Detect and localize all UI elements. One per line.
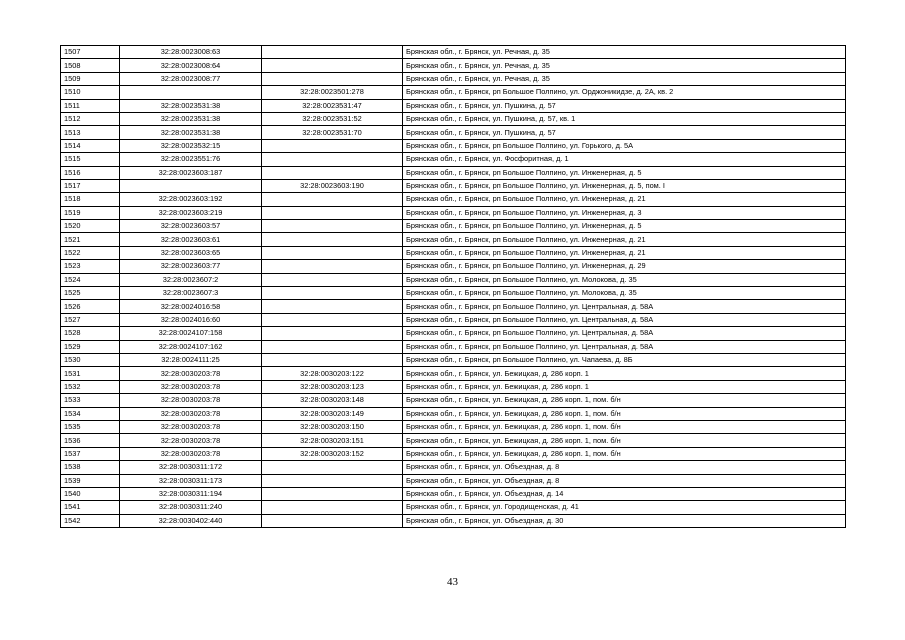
row-number-cell: 1509 bbox=[61, 72, 120, 85]
address-cell: Брянская обл., г. Брянск, ул. Бежицкая, д. 286 корп. 1, пом. б/н bbox=[403, 420, 846, 433]
room-cadastral-number-cell bbox=[262, 72, 403, 85]
table-row bbox=[61, 380, 846, 393]
cadastral-number-cell: 32:28:0023603:192 bbox=[120, 193, 262, 206]
cadastral-number-cell: 32:28:0030203:78 bbox=[120, 407, 262, 420]
cadastral-number-cell: 32:28:0030203:78 bbox=[120, 367, 262, 380]
row-number-cell: 1518 bbox=[61, 193, 120, 206]
row-number-cell: 1522 bbox=[61, 246, 120, 259]
cadastral-number-cell: 32:28:0030203:78 bbox=[120, 447, 262, 460]
row-number-cell: 1523 bbox=[61, 260, 120, 273]
room-cadastral-number-cell bbox=[262, 327, 403, 340]
address-cell: Брянская обл., г. Брянск, рп Большое Полпино, ул. Молокова, д. 35 bbox=[403, 273, 846, 286]
row-number-cell: 1541 bbox=[61, 501, 120, 514]
address-cell: Брянская обл., г. Брянск, рп Большое Полпино, ул. Центральная, д. 58А bbox=[403, 340, 846, 353]
cadastral-number-cell: 32:28:0023603:187 bbox=[120, 166, 262, 179]
table-row bbox=[61, 206, 846, 219]
cadastral-number-cell: 32:28:0030311:194 bbox=[120, 487, 262, 500]
cadastral-number-cell: 32:28:0030203:78 bbox=[120, 420, 262, 433]
table-row bbox=[61, 246, 846, 259]
address-cell: Брянская обл., г. Брянск, ул. Пушкина, д. 57 bbox=[403, 126, 846, 139]
row-number-cell: 1519 bbox=[61, 206, 120, 219]
cadastral-number-cell: 32:28:0023008:77 bbox=[120, 72, 262, 85]
address-cell: Брянская обл., г. Брянск, ул. Объездная, д. 8 bbox=[403, 461, 846, 474]
row-number-cell: 1530 bbox=[61, 353, 120, 366]
cadastral-number-cell: 32:28:0030203:78 bbox=[120, 394, 262, 407]
cadastral-number-cell: 32:28:0023603:219 bbox=[120, 206, 262, 219]
room-cadastral-number-cell: 32:28:0030203:151 bbox=[262, 434, 403, 447]
address-cell: Брянская обл., г. Брянск, рп Большое Полпино, ул. Инженерная, д. 3 bbox=[403, 206, 846, 219]
cadastral-number-cell: 32:28:0024107:158 bbox=[120, 327, 262, 340]
row-number-cell: 1542 bbox=[61, 514, 120, 527]
table-row bbox=[61, 126, 846, 139]
address-cell: Брянская обл., г. Брянск, ул. Объездная, д. 8 bbox=[403, 474, 846, 487]
room-cadastral-number-cell bbox=[262, 287, 403, 300]
address-cell: Брянская обл., г. Брянск, рп Большое Полпино, ул. Инженерная, д. 5, пом. I bbox=[403, 179, 846, 192]
address-cell: Брянская обл., г. Брянск, ул. Бежицкая, д. 286 корп. 1, пом. б/н bbox=[403, 447, 846, 460]
cadastral-number-cell: 32:28:0030203:78 bbox=[120, 434, 262, 447]
room-cadastral-number-cell bbox=[262, 59, 403, 72]
address-cell: Брянская обл., г. Брянск, рп Большое Полпино, ул. Инженерная, д. 5 bbox=[403, 220, 846, 233]
row-number-cell: 1515 bbox=[61, 153, 120, 166]
table-row bbox=[61, 179, 846, 192]
table-row bbox=[61, 86, 846, 99]
room-cadastral-number-cell bbox=[262, 139, 403, 152]
row-number-cell: 1510 bbox=[61, 86, 120, 99]
room-cadastral-number-cell bbox=[262, 461, 403, 474]
table-row bbox=[61, 287, 846, 300]
cadastral-number-cell: 32:28:0023607:3 bbox=[120, 287, 262, 300]
cadastral-number-cell bbox=[120, 179, 262, 192]
room-cadastral-number-cell bbox=[262, 353, 403, 366]
row-number-cell: 1535 bbox=[61, 420, 120, 433]
room-cadastral-number-cell bbox=[262, 514, 403, 527]
room-cadastral-number-cell: 32:28:0023603:190 bbox=[262, 179, 403, 192]
table-row bbox=[61, 273, 846, 286]
cadastral-number-cell: 32:28:0023531:38 bbox=[120, 112, 262, 125]
address-cell: Брянская обл., г. Брянск, рп Большое Полпино, ул. Инженерная, д. 21 bbox=[403, 193, 846, 206]
table-row bbox=[61, 59, 846, 72]
cadastral-number-cell: 32:28:0023008:64 bbox=[120, 59, 262, 72]
table-row bbox=[61, 327, 846, 340]
address-cell: Брянская обл., г. Брянск, рп Большое Полпино, ул. Чапаева, д. 8Б bbox=[403, 353, 846, 366]
cadastral-number-cell: 32:28:0024107:162 bbox=[120, 340, 262, 353]
address-cell: Брянская обл., г. Брянск, ул. Бежицкая, д. 286 корп. 1 bbox=[403, 380, 846, 393]
cadastral-number-cell: 32:28:0023532:15 bbox=[120, 139, 262, 152]
row-number-cell: 1512 bbox=[61, 112, 120, 125]
cadastral-number-cell: 32:28:0023607:2 bbox=[120, 273, 262, 286]
address-cell: Брянская обл., г. Брянск, рп Большое Полпино, ул. Инженерная, д. 21 bbox=[403, 246, 846, 259]
cadastral-number-cell: 32:28:0023531:38 bbox=[120, 126, 262, 139]
room-cadastral-number-cell bbox=[262, 260, 403, 273]
room-cadastral-number-cell bbox=[262, 220, 403, 233]
row-number-cell: 1536 bbox=[61, 434, 120, 447]
table-row bbox=[61, 367, 846, 380]
room-cadastral-number-cell bbox=[262, 206, 403, 219]
address-cell: Брянская обл., г. Брянск, рп Большое Полпино, ул. Горького, д. 5А bbox=[403, 139, 846, 152]
room-cadastral-number-cell bbox=[262, 166, 403, 179]
address-cell: Брянская обл., г. Брянск, рп Большое Полпино, ул. Инженерная, д. 21 bbox=[403, 233, 846, 246]
table-row bbox=[61, 193, 846, 206]
cadastral-number-cell: 32:28:0030311:172 bbox=[120, 461, 262, 474]
property-table bbox=[60, 45, 846, 528]
page-number: 43 bbox=[447, 576, 458, 588]
room-cadastral-number-cell bbox=[262, 273, 403, 286]
room-cadastral-number-cell: 32:28:0030203:149 bbox=[262, 407, 403, 420]
cadastral-number-cell: 32:28:0023008:63 bbox=[120, 46, 262, 59]
cadastral-number-cell: 32:28:0024111:25 bbox=[120, 353, 262, 366]
address-cell: Брянская обл., г. Брянск, ул. Речная, д. 35 bbox=[403, 59, 846, 72]
room-cadastral-number-cell bbox=[262, 474, 403, 487]
row-number-cell: 1517 bbox=[61, 179, 120, 192]
table-row bbox=[61, 447, 846, 460]
address-cell: Брянская обл., г. Брянск, ул. Фосфоритная, д. 1 bbox=[403, 153, 846, 166]
address-cell: Брянская обл., г. Брянск, рп Большое Полпино, ул. Центральная, д. 58А bbox=[403, 313, 846, 326]
table-row bbox=[61, 487, 846, 500]
cadastral-number-cell: 32:28:0030311:173 bbox=[120, 474, 262, 487]
row-number-cell: 1534 bbox=[61, 407, 120, 420]
table-row bbox=[61, 139, 846, 152]
cadastral-number-cell: 32:28:0023551:76 bbox=[120, 153, 262, 166]
cadastral-number-cell: 32:28:0023603:77 bbox=[120, 260, 262, 273]
row-number-cell: 1520 bbox=[61, 220, 120, 233]
row-number-cell: 1514 bbox=[61, 139, 120, 152]
row-number-cell: 1516 bbox=[61, 166, 120, 179]
cadastral-number-cell bbox=[120, 86, 262, 99]
room-cadastral-number-cell bbox=[262, 313, 403, 326]
table-row bbox=[61, 514, 846, 527]
room-cadastral-number-cell: 32:28:0030203:148 bbox=[262, 394, 403, 407]
table-row bbox=[61, 420, 846, 433]
room-cadastral-number-cell: 32:28:0030203:152 bbox=[262, 447, 403, 460]
address-cell: Брянская обл., г. Брянск, рп Большое Полпино, ул. Орджоникидзе, д. 2А, кв. 2 bbox=[403, 86, 846, 99]
address-cell: Брянская обл., г. Брянск, ул. Бежицкая, д. 286 корп. 1 bbox=[403, 367, 846, 380]
row-number-cell: 1538 bbox=[61, 461, 120, 474]
address-cell: Брянская обл., г. Брянск, ул. Городищенская, д. 41 bbox=[403, 501, 846, 514]
address-cell: Брянская обл., г. Брянск, ул. Объездная, д. 30 bbox=[403, 514, 846, 527]
row-number-cell: 1508 bbox=[61, 59, 120, 72]
cadastral-number-cell: 32:28:0023603:57 bbox=[120, 220, 262, 233]
room-cadastral-number-cell bbox=[262, 153, 403, 166]
table-row bbox=[61, 99, 846, 112]
address-cell: Брянская обл., г. Брянск, ул. Бежицкая, д. 286 корп. 1, пом. б/н bbox=[403, 407, 846, 420]
room-cadastral-number-cell bbox=[262, 246, 403, 259]
table-row bbox=[61, 166, 846, 179]
row-number-cell: 1524 bbox=[61, 273, 120, 286]
cadastral-number-cell: 32:28:0023531:38 bbox=[120, 99, 262, 112]
row-number-cell: 1531 bbox=[61, 367, 120, 380]
room-cadastral-number-cell bbox=[262, 46, 403, 59]
room-cadastral-number-cell: 32:28:0023531:52 bbox=[262, 112, 403, 125]
address-cell: Брянская обл., г. Брянск, рп Большое Полпино, ул. Инженерная, д. 5 bbox=[403, 166, 846, 179]
address-cell: Брянская обл., г. Брянск, рп Большое Полпино, ул. Центральная, д. 58А bbox=[403, 300, 846, 313]
address-cell: Брянская обл., г. Брянск, рп Большое Полпино, ул. Центральная, д. 58А bbox=[403, 327, 846, 340]
row-number-cell: 1527 bbox=[61, 313, 120, 326]
table-row bbox=[61, 300, 846, 313]
table-row bbox=[61, 340, 846, 353]
room-cadastral-number-cell bbox=[262, 487, 403, 500]
address-cell: Брянская обл., г. Брянск, ул. Речная, д. 35 bbox=[403, 46, 846, 59]
address-cell: Брянская обл., г. Брянск, ул. Пушкина, д. 57 bbox=[403, 99, 846, 112]
cadastral-number-cell: 32:28:0030311:240 bbox=[120, 501, 262, 514]
cadastral-number-cell: 32:28:0023603:65 bbox=[120, 246, 262, 259]
table-row bbox=[61, 434, 846, 447]
address-cell: Брянская обл., г. Брянск, рп Большое Полпино, ул. Инженерная, д. 29 bbox=[403, 260, 846, 273]
row-number-cell: 1533 bbox=[61, 394, 120, 407]
cadastral-number-cell: 32:28:0030402:440 bbox=[120, 514, 262, 527]
row-number-cell: 1529 bbox=[61, 340, 120, 353]
row-number-cell: 1532 bbox=[61, 380, 120, 393]
row-number-cell: 1521 bbox=[61, 233, 120, 246]
table-row bbox=[61, 153, 846, 166]
table-row bbox=[61, 220, 846, 233]
room-cadastral-number-cell bbox=[262, 501, 403, 514]
address-cell: Брянская обл., г. Брянск, рп Большое Полпино, ул. Молокова, д. 35 bbox=[403, 287, 846, 300]
table-row bbox=[61, 394, 846, 407]
row-number-cell: 1507 bbox=[61, 46, 120, 59]
address-cell: Брянская обл., г. Брянск, ул. Бежицкая, д. 286 корп. 1, пом. б/н bbox=[403, 394, 846, 407]
table-row bbox=[61, 260, 846, 273]
row-number-cell: 1511 bbox=[61, 99, 120, 112]
table-row bbox=[61, 407, 846, 420]
room-cadastral-number-cell: 32:28:0030203:123 bbox=[262, 380, 403, 393]
room-cadastral-number-cell bbox=[262, 233, 403, 246]
cadastral-number-cell: 32:28:0030203:78 bbox=[120, 380, 262, 393]
table-body bbox=[61, 46, 846, 528]
table-row bbox=[61, 112, 846, 125]
address-cell: Брянская обл., г. Брянск, ул. Бежицкая, д. 286 корп. 1, пом. б/н bbox=[403, 434, 846, 447]
address-cell: Брянская обл., г. Брянск, ул. Объездная, д. 14 bbox=[403, 487, 846, 500]
table-row bbox=[61, 72, 846, 85]
row-number-cell: 1526 bbox=[61, 300, 120, 313]
room-cadastral-number-cell bbox=[262, 340, 403, 353]
row-number-cell: 1525 bbox=[61, 287, 120, 300]
cadastral-number-cell: 32:28:0023603:61 bbox=[120, 233, 262, 246]
cadastral-number-cell: 32:28:0024016:58 bbox=[120, 300, 262, 313]
table-row bbox=[61, 501, 846, 514]
room-cadastral-number-cell: 32:28:0023531:70 bbox=[262, 126, 403, 139]
row-number-cell: 1540 bbox=[61, 487, 120, 500]
room-cadastral-number-cell: 32:28:0023501:278 bbox=[262, 86, 403, 99]
row-number-cell: 1528 bbox=[61, 327, 120, 340]
row-number-cell: 1513 bbox=[61, 126, 120, 139]
row-number-cell: 1539 bbox=[61, 474, 120, 487]
room-cadastral-number-cell: 32:28:0030203:122 bbox=[262, 367, 403, 380]
room-cadastral-number-cell: 32:28:0030203:150 bbox=[262, 420, 403, 433]
room-cadastral-number-cell: 32:28:0023531:47 bbox=[262, 99, 403, 112]
address-cell: Брянская обл., г. Брянск, ул. Пушкина, д. 57, кв. 1 bbox=[403, 112, 846, 125]
room-cadastral-number-cell bbox=[262, 300, 403, 313]
room-cadastral-number-cell bbox=[262, 193, 403, 206]
table-row bbox=[61, 474, 846, 487]
table-row bbox=[61, 313, 846, 326]
row-number-cell: 1537 bbox=[61, 447, 120, 460]
table-row bbox=[61, 233, 846, 246]
table-row bbox=[61, 46, 846, 59]
table-row bbox=[61, 353, 846, 366]
cadastral-number-cell: 32:28:0024016:60 bbox=[120, 313, 262, 326]
address-cell: Брянская обл., г. Брянск, ул. Речная, д. 35 bbox=[403, 72, 846, 85]
table-row bbox=[61, 461, 846, 474]
